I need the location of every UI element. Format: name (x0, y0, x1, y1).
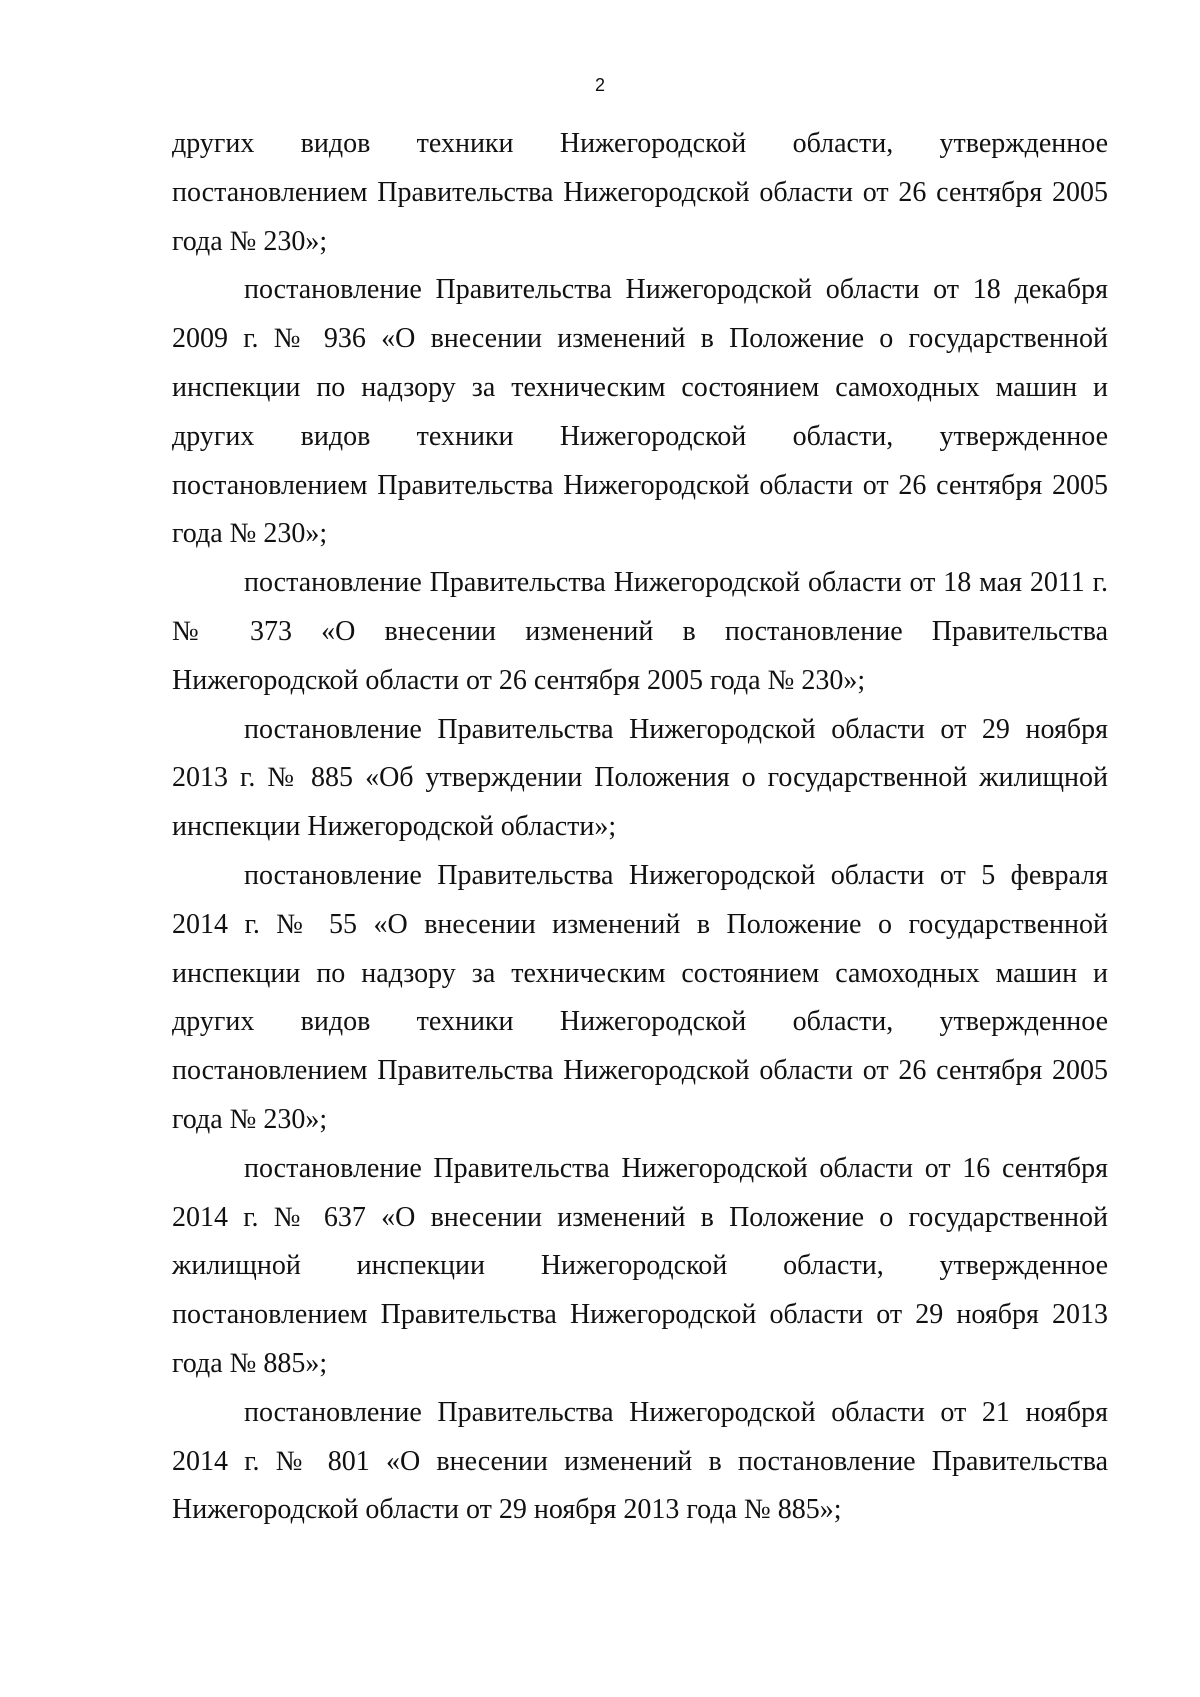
document-body (172, 120, 1108, 1535)
paragraph-decree-55: постановление Правительства Нижегородской области от 5 февраля 2014 г. № 55 «О внесении изменений в Положение о государственной инспекции по надзору за техническим состоянием самоходных машин и других видов техники Нижегородской области, утвержденное постановлением Правительства Нижегородской области от 26 сентября 2005 года № 230»; (172, 859, 1108, 1135)
paragraph-decree-885: постановление Правительства Нижегородской области от 29 ноября 2013 г. № 885 «Об утверждении Положения о государственной жилищной инспекции Нижегородской области»; (172, 713, 1108, 843)
paragraph-decree-373: постановление Правительства Нижегородской области от 18 мая 2011 г. № 373 «О внесении изменений в постановление Правительства Нижегородской области от 26 сентября 2005 года № 230»; (172, 567, 1108, 696)
paragraph-decree-637: постановление Правительства Нижегородской области от 16 сентября 2014 г. № 637 «О внесении изменений в Положение о государственной жилищной инспекции Нижегородской области, утвержденное постановлением Правительства Нижегородской области от 29 ноября 2013 года № 885»; (172, 1152, 1108, 1379)
paragraph-decree-936: постановление Правительства Нижегородской области от 18 декабря 2009 г. № 936 «О внесении изменений в Положение о государственной инспекции по надзору за техническим состоянием самоходных машин и других видов техники Нижегородской области, утвержденное постановлением Правительства Нижегородской области от 26 сентября 2005 года № 230»; (172, 274, 1108, 550)
paragraph-decree-801: постановление Правительства Нижегородской области от 21 ноября 2014 г. № 801 «О внесении изменений в постановление Правительства Нижегородской области от 29 ноября 2013 года № 885»; (172, 1396, 1108, 1526)
page-number: 2 (594, 75, 605, 95)
paragraph-continuation: других видов техники Нижегородской области, утвержденное постановлением Правительства Нижегородской области от 26 сентября 2005 года № 230»; (172, 128, 1108, 257)
